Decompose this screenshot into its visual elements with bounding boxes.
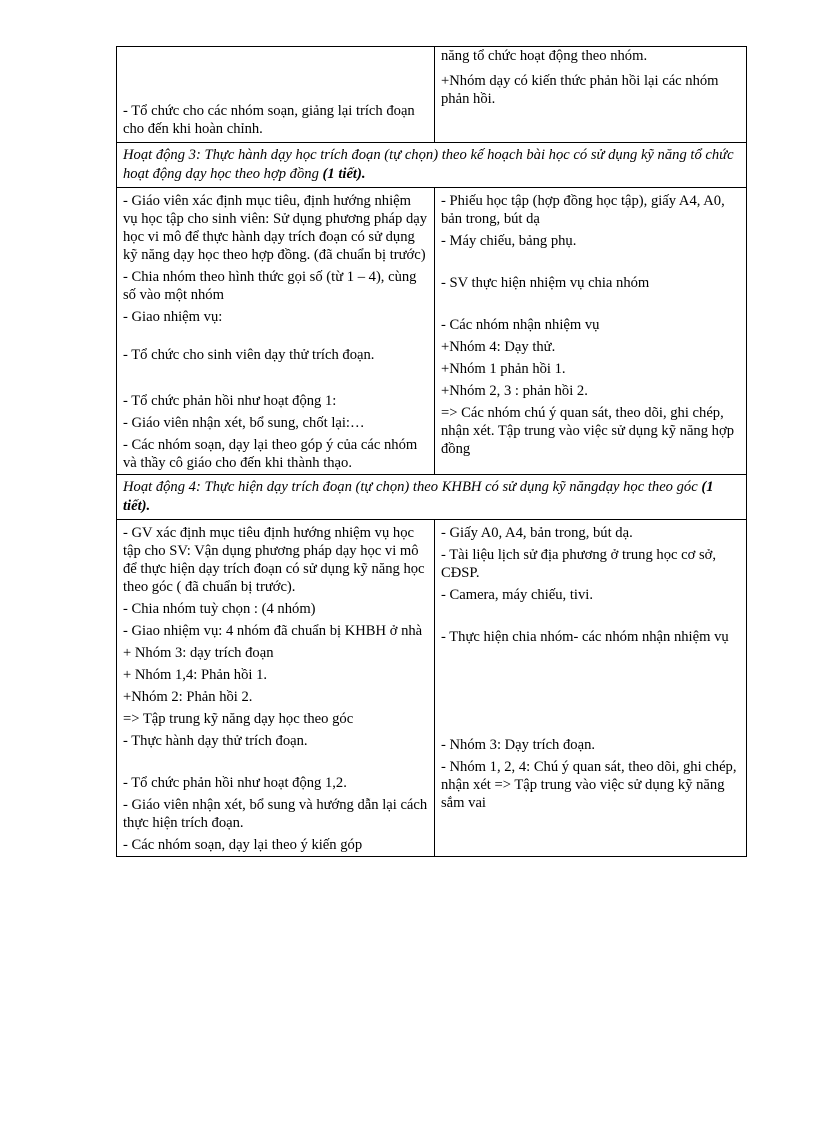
text-line: - Các nhóm nhận nhiệm vụ [441,317,600,333]
text-line: => Tập trung kỹ năng dạy học theo góc [123,711,354,727]
text-line: => Các nhóm chú ý quan sát, theo dõi, ghi chép, nhận xét. Tập trung vào việc sử dụng kỹ năng hợp đồng [441,405,734,457]
table-row [117,520,747,857]
text-line: - Giấy A0, A4, bản trong, bút dạ. [441,525,633,541]
cell-left [117,188,435,475]
text-line: - Nhóm 1, 2, 4: Chú ý quan sát, theo dõi, ghi chép, nhận xét => Tập trung vào việc sử dụng kỹ năng sắm vai [441,759,737,811]
text-line: - Chia nhóm tuỳ chọn : (4 nhóm) [123,601,316,617]
text-line: - Tài liệu lịch sử địa phương ở trung học cơ sở, CĐSP. [441,547,717,581]
activity-4-title-italic: Hoạt động 4: Thực hiện dạy trích đoạn (tự chọn) theo KHBH có sử dụng kỹ năngdạy học theo góc [123,479,698,495]
text-line: - Thực hành dạy thử trích đoạn. [123,733,308,749]
text-line: +Nhóm 1 phản hồi 1. [441,361,566,377]
text-line: - Máy chiếu, bảng phụ. [441,233,577,249]
text-line: - Giáo viên nhận xét, bổ sung và hướng dẫn lại cách thực hiện trích đoạn. [123,797,428,831]
cell-right [435,47,747,143]
lesson-plan-table [116,46,747,857]
activity-3-header [117,143,747,188]
text-line: - Giáo viên xác định mục tiêu, định hướng nhiệm vụ học tập cho sinh viên: Sử dụng phương pháp dạy học vi mô để thực hành dạy trích đoạn có sử dụng kỹ năng dạy học theo hợp đồng. (đã chuẩn bị trước) [123,193,428,263]
text-line: - Thực hiện chia nhóm- các nhóm nhận nhiệm vụ [441,629,729,645]
table-row [117,188,747,475]
table-row [117,47,747,143]
activity-3-title-italic: Hoạt động 3: Thực hành dạy học trích đoạn (tự chọn) theo kế hoạch bài học có sử dụng kỹ năng tổ chức hoạt động dạy học theo hợp đồng [123,147,734,182]
text-line: - Giáo viên nhận xét, bổ sung, chốt lại:… [123,415,365,431]
text-line: +Nhóm dạy có kiến thức phản hồi lại các nhóm phản hồi. [441,73,719,107]
text-line: - Tổ chức cho sinh viên dạy thử trích đoạn. [123,347,375,363]
text-line: - Nhóm 3: Dạy trích đoạn. [441,737,596,753]
activity-4-title-bold: (1 tiết). [123,479,714,514]
cell-left [117,520,435,857]
activity-4-title [117,475,747,520]
cell-left [117,47,435,143]
activity-3-title-bold: (1 tiết). [318,166,366,182]
cell-right [435,520,747,857]
activity-4-header [117,475,747,520]
text-line: năng tổ chức hoạt động theo nhóm. [441,48,648,64]
activity-3-title [117,143,747,188]
text-line: - SV thực hiện nhiệm vụ chia nhóm [441,275,650,291]
text-line: +Nhóm 2, 3 : phản hồi 2. [441,383,588,399]
text-line: - Tổ chức phản hồi như hoạt động 1: [123,393,337,409]
text-line: +Nhóm 4: Dạy thử. [441,339,556,355]
text-line: + Nhóm 3: dạy trích đoạn [123,645,274,661]
text-line: - Tổ chức cho các nhóm soạn, giảng lại trích đoạn cho đến khi hoàn chỉnh. [123,103,415,137]
text-line: - Giao nhiệm vụ: 4 nhóm đã chuẩn bị KHBH ở nhà [123,623,423,639]
text-line: - Giao nhiệm vụ: [123,309,223,325]
document-page [116,46,746,857]
text-line: - GV xác định mục tiêu định hướng nhiệm vụ học tập cho SV: Vận dụng phương pháp dạy học vi mô để thực hiện dạy trích đoạn có sử dụng kỹ năng học theo góc ( đã chuẩn bị trước). [123,525,425,595]
text-line: - Các nhóm soạn, dạy lại theo ý kiến góp [123,837,363,853]
text-line: - Phiếu học tập (hợp đồng học tập), giấy A4, A0, bản trong, bút dạ [441,193,725,227]
text-line: - Tổ chức phản hồi như hoạt động 1,2. [123,775,347,791]
cell-right [435,188,747,475]
text-line: + Nhóm 1,4: Phản hồi 1. [123,667,268,683]
text-line: - Chia nhóm theo hình thức gọi số (từ 1 – 4), cùng số vào một nhóm [123,269,417,303]
text-line: +Nhóm 2: Phản hồi 2. [123,689,253,705]
text-line: - Camera, máy chiếu, tivi. [441,587,593,603]
text-line: - Các nhóm soạn, dạy lại theo góp ý của các nhóm và thầy cô giáo cho đến khi thành thạo. [123,437,418,471]
